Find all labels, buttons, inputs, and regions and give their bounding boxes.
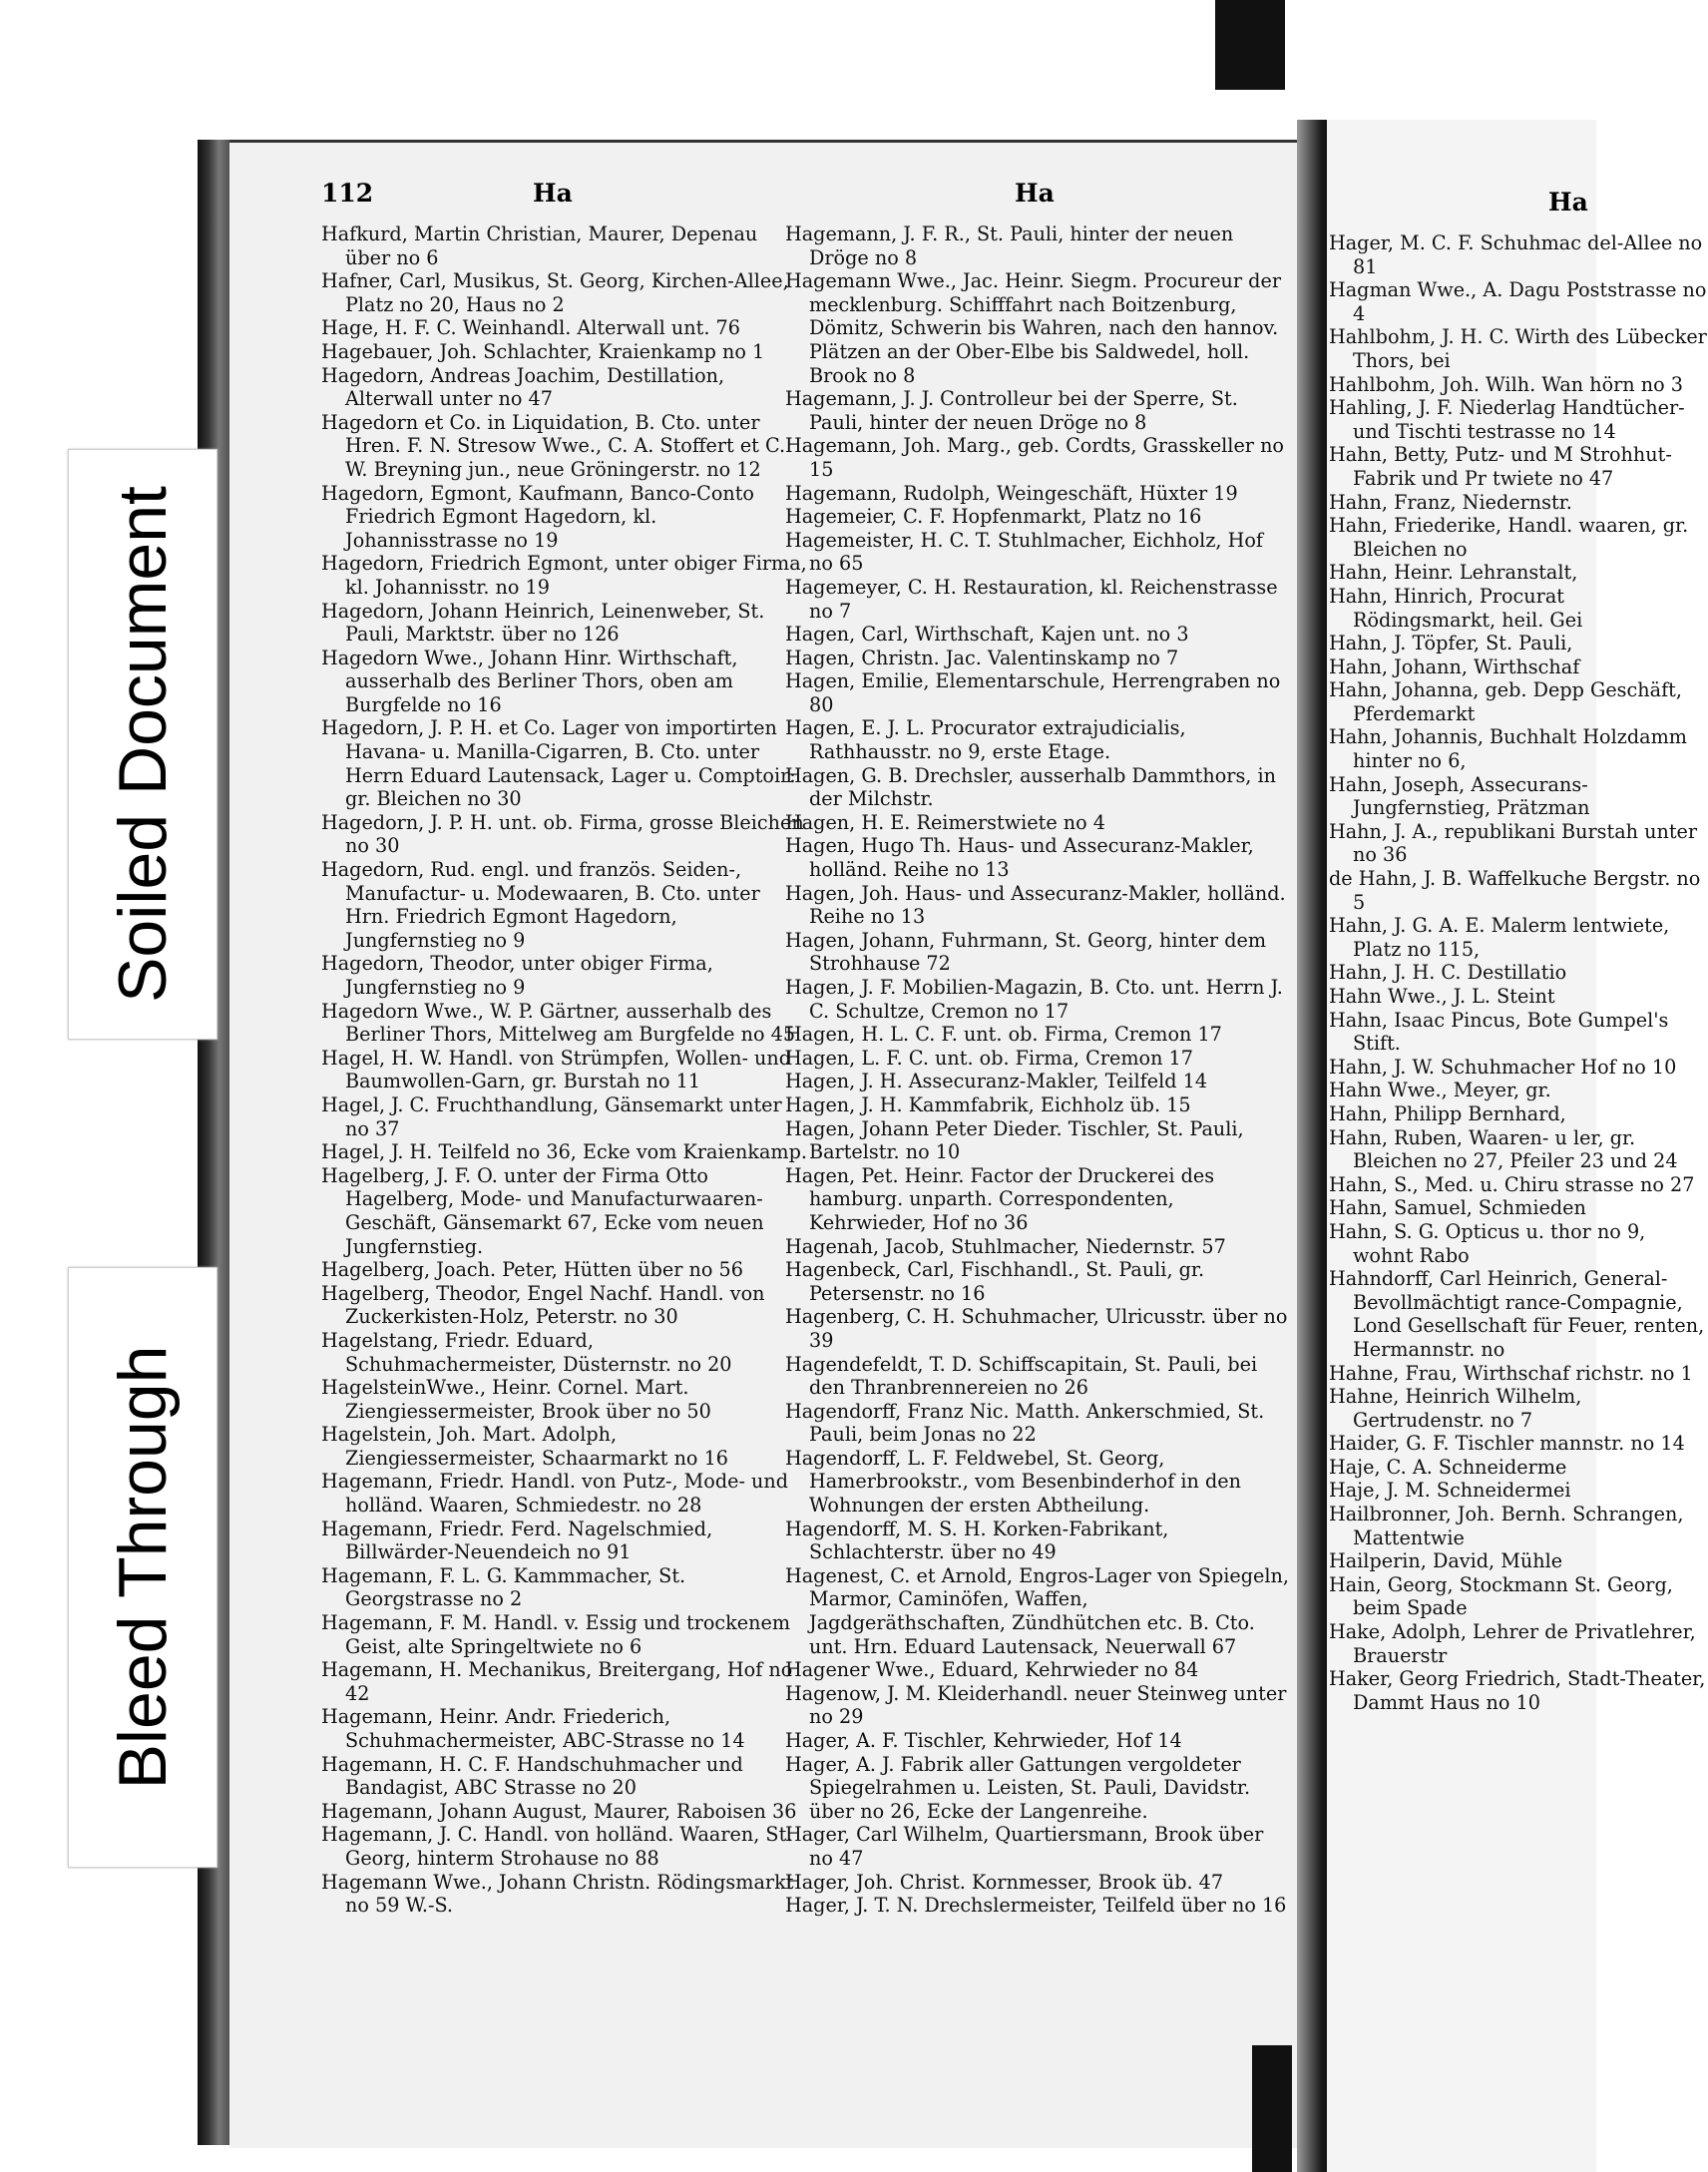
directory-entry: Hafkurd, Martin Christian, Maurer, Depenau über no 6 xyxy=(321,222,758,269)
directory-entry: Hahn, S. G. Opticus u. thor no 9, wohnt Rabo xyxy=(1329,1219,1646,1267)
directory-entry: Hahn, Betty, Putz- und M Strohhut-Fabrik und Pr twiete no 47 xyxy=(1329,443,1672,490)
directory-entry: Hagedorn et Co. in Liquidation, B. Cto. unter Hren. F. N. Stresow Wwe., C. A. Stoffert et C. W. Breyning jun., neue Gröningerstr. no 12 xyxy=(321,410,786,481)
directory-entry: HagelsteinWwe., Heinr. Cornel. Mart. Ziengiessermeister, Brook über no 50 xyxy=(321,1376,711,1423)
directory-entry: Hahling, J. F. Niederlag Handtücher- und Tischti testrasse no 14 xyxy=(1329,396,1685,443)
entry-list xyxy=(321,222,808,1918)
directory-entry: Hailperin, David, Mühle xyxy=(1329,1549,1563,1573)
directory-entry: Hahn Wwe., Meyer, gr. xyxy=(1329,1079,1551,1102)
directory-entry: Hagen, Johann Peter Dieder. Tischler, St. Pauli, Bartelstr. no 10 xyxy=(785,1116,1244,1164)
directory-entry: Hagemann, H. Mechanikus, Breitergang, Hof no 42 xyxy=(321,1658,793,1705)
directory-entry: Hagedorn, Rud. engl. und französ. Seiden-, Manufactur- u. Modewaaren, B. Cto. unter Hrn. Friedrich Egmont Hagedorn, Jungfernstieg no 9 xyxy=(321,858,760,952)
directory-entry: Hagen, J. H. Assecuranz-Makler, Teilfeld 14 xyxy=(785,1070,1208,1093)
column-header xyxy=(321,179,808,222)
running-head: Ha xyxy=(533,179,573,208)
directory-entry: Hagen, Emilie, Elementarschule, Herrengraben no 80 xyxy=(785,669,1281,716)
directory-entry: Hagen, Carl, Wirthschaft, Kajen unt. no 3 xyxy=(785,623,1189,647)
directory-entry: Hagedorn, Theodor, unter obiger Firma, Jungfernstieg no 9 xyxy=(321,952,713,999)
spine-shadow-top xyxy=(1215,0,1285,90)
directory-entry: Hagen, J. H. Kammfabrik, Eichholz üb. 15 xyxy=(785,1092,1191,1116)
directory-entry: Hagedorn, J. P. H. et Co. Lager von importirten Havana- u. Manilla-Cigarren, B. Cto. unter Herrn Eduard Lautensack, Lager u. Comptoir: gr. Bleichen no 30 xyxy=(321,716,796,811)
page-number: 112 xyxy=(321,179,374,208)
column-left xyxy=(321,179,808,1918)
directory-entry: Hahn, J. G. A. E. Malerm lentwiete, Platz no 115, xyxy=(1329,914,1670,961)
directory-entry: Hagemann, Friedr. Ferd. Nagelschmied, Billwärder-Neuendeich no 91 xyxy=(321,1517,713,1564)
directory-entry: Hagman Wwe., A. Dagu Poststrasse no 4 xyxy=(1329,278,1707,325)
directory-entry: Hagemann, Johann August, Maurer, Raboisen 36 xyxy=(321,1799,797,1823)
directory-entry: Hagel, J. C. Fruchthandlung, Gänsemarkt unter no 37 xyxy=(321,1092,782,1140)
directory-entry: Hagendorff, L. F. Feldwebel, St. Georg, Hamerbrookstr., vom Besenbinderhof in den Wohnungen der ersten Abtheilung. xyxy=(785,1446,1241,1518)
directory-entry: Hahn, Heinr. Lehranstalt, xyxy=(1329,561,1578,585)
directory-entry: Hagedorn, Johann Heinrich, Leinenweber, St. Pauli, Marktstr. über no 126 xyxy=(321,599,765,647)
directory-entry: Hagen, Christn. Jac. Valentinskamp no 7 xyxy=(785,646,1179,669)
directory-entry: Haje, J. M. Schneidermei xyxy=(1329,1479,1571,1503)
directory-entry: Hagen, H. L. C. F. unt. ob. Firma, Cremon 17 xyxy=(785,1023,1222,1047)
directory-entry: Hagen, Pet. Heinr. Factor der Druckerei des hamburg. unparth. Correspondenten, Kehrwieder, Hof no 36 xyxy=(785,1163,1215,1234)
directory-entry: Hagendorff, M. S. H. Korken-Fabrikant, Schlachterstr. über no 49 xyxy=(785,1517,1169,1564)
directory-entry: Hahn, Philipp Bernhard, xyxy=(1329,1101,1566,1125)
directory-entry: Hagemann, F. L. G. Kammmacher, St. Georgstrasse no 2 xyxy=(321,1563,686,1611)
directory-entry: Hager, A. F. Tischler, Kehrwieder, Hof 14 xyxy=(785,1729,1182,1752)
directory-entry: Hagemann, Joh. Marg., geb. Cordts, Grasskeller no 15 xyxy=(785,434,1284,481)
directory-entry: Hagedorn, Friedrich Egmont, unter obiger Firma, kl. Johannisstr. no 19 xyxy=(321,552,807,599)
directory-entry: Hager, M. C. F. Schuhmac del-Allee no 81 xyxy=(1329,231,1703,278)
directory-entry: Hahn, Hinrich, Procurat Rödingsmarkt, heil. Gei xyxy=(1329,584,1583,632)
directory-entry: Hahn, Johann, Wirthschaf xyxy=(1329,654,1580,678)
directory-entry: Hagelberg, J. F. O. unter der Firma Otto Hagelberg, Mode- und Manufacturwaaren-Geschäft, Gänsemarkt 67, Ecke vom neuen Jungfernstieg. xyxy=(321,1163,764,1258)
column-header xyxy=(1329,188,1708,231)
directory-entry: Hage, H. F. C. Weinhandl. Alterwall unt. 76 xyxy=(321,316,740,340)
directory-entry: Hagemeister, H. C. T. Stuhlmacher, Eichholz, Hof no 65 xyxy=(785,528,1264,576)
directory-entry: Hahn Wwe., J. L. Steint xyxy=(1329,985,1555,1008)
directory-entry: Hahn, J. Töpfer, St. Pauli, xyxy=(1329,632,1573,655)
directory-entry: Hager, Carl Wilhelm, Quartiersmann, Brook über no 47 xyxy=(785,1823,1264,1870)
directory-entry: Hahne, Heinrich Wilhelm, Gertrudenstr. no 7 xyxy=(1329,1385,1582,1432)
directory-entry: Hagedorn Wwe., W. P. Gärtner, ausserhalb des Berliner Thors, Mittelweg am Burgfelde no 45 xyxy=(321,999,796,1047)
column-right xyxy=(1329,188,1708,1714)
directory-entry: Hagel, H. W. Handl. von Strümpfen, Wollen- und Baumwollen-Garn, gr. Burstah no 11 xyxy=(321,1046,792,1093)
directory-entry: Hagen, Joh. Haus- und Assecuranz-Makler, holländ. Reihe no 13 xyxy=(785,881,1286,929)
column-middle xyxy=(785,179,1289,1918)
directory-entry: Hagemann, J. J. Controlleur bei der Sperre, St. Pauli, hinter der neuen Dröge no 8 xyxy=(785,387,1238,434)
directory-entry: Hagen, E. J. L. Procurator extrajudicialis, Rathhausstr. no 9, erste Etage. xyxy=(785,716,1186,764)
directory-entry: Hagen, Hugo Th. Haus- und Assecuranz-Makler, holländ. Reihe no 13 xyxy=(785,834,1254,882)
column-header xyxy=(785,179,1289,222)
directory-entry: Hagen, G. B. Drechsler, ausserhalb Dammthors, in der Milchstr. xyxy=(785,763,1276,811)
directory-entry: Hahn, Friederike, Handl. waaren, gr. Bleichen no xyxy=(1329,514,1689,561)
directory-entry: Hagemeier, C. F. Hopfenmarkt, Platz no 16 xyxy=(785,505,1202,529)
directory-entry: Hake, Adolph, Lehrer de Privatlehrer, Brauerstr xyxy=(1329,1620,1696,1667)
directory-entry: Hagebauer, Joh. Schlachter, Kraienkamp no 1 xyxy=(321,339,765,363)
directory-entry: Hafner, Carl, Musikus, St. Georg, Kirchen-Allee, Platz no 20, Haus no 2 xyxy=(321,269,789,316)
directory-entry: Hager, A. J. Fabrik aller Gattungen vergoldeter Spiegelrahmen u. Leisten, St. Pauli, Davidstr. über no 26, Ecke der Langenreihe. xyxy=(785,1752,1251,1823)
directory-entry: Hagemann, Friedr. Handl. von Putz-, Mode- und holländ. Waaren, Schmiedestr. no 28 xyxy=(321,1470,789,1518)
directory-entry: Hagenest, C. et Arnold, Engros-Lager von Spiegeln, Marmor, Caminöfen, Waffen, Jagdgeräthschaften, Zündhütchen etc. B. Cto. unt. Hrn. Eduard Lautensack, Neuerwall 67 xyxy=(785,1563,1289,1658)
directory-entry: Hahn, S., Med. u. Chiru strasse no 27 xyxy=(1329,1172,1695,1196)
directory-entry: Hahn, Joseph, Assecurans- Jungfernstieg, Prätzman xyxy=(1329,772,1590,820)
directory-entry: Hagemann Wwe., Jac. Heinr. Siegm. Procureur der mecklenburg. Schifffahrt nach Boitzenburg, Dömitz, Schwerin bis Wahren, nach den hannov. Plätzen an der Ober-Elbe bis Saldwedel, holl. Brook no 8 xyxy=(785,269,1281,387)
directory-entry: Hagedorn Wwe., Johann Hinr. Wirthschaft, ausserhalb des Berliner Thors, oben am Burgfelde no 16 xyxy=(321,646,738,716)
directory-entry: Haker, Georg Friedrich, Stadt-Theater, Dammt Haus no 10 xyxy=(1329,1667,1706,1714)
directory-entry: Hagenberg, C. H. Schuhmacher, Ulricusstr. über no 39 xyxy=(785,1305,1288,1352)
directory-entry: Hagendefeldt, T. D. Schiffscapitain, St. Pauli, bei den Thranbrennereien no 26 xyxy=(785,1352,1258,1400)
entry-list xyxy=(1329,231,1708,1714)
directory-entry: Hagelberg, Theodor, Engel Nachf. Handl. von Zuckerkisten-Holz, Peterstr. no 30 xyxy=(321,1281,765,1329)
running-head: Ha xyxy=(1548,188,1588,217)
directory-entry: Hahn, J. H. C. Destillatio xyxy=(1329,961,1567,985)
directory-entry: Hagedorn, J. P. H. unt. ob. Firma, grosse Bleichen no 30 xyxy=(321,810,804,858)
directory-entry: Hagelberg, Joach. Peter, Hütten über no 56 xyxy=(321,1258,743,1282)
tab-label: Soiled Document xyxy=(105,486,181,1003)
right-page xyxy=(1327,120,1707,2172)
directory-entry: Hagenow, J. M. Kleiderhandl. neuer Steinweg unter no 29 xyxy=(785,1681,1287,1729)
directory-entry: Hahn, J. A., republikani Burstah unter no 36 xyxy=(1329,819,1698,867)
directory-entry: Hagenah, Jacob, Stuhlmacher, Niedernstr. 57 xyxy=(785,1234,1226,1258)
directory-entry: Hagemann, H. C. F. Handschuhmacher und Bandagist, ABC Strasse no 20 xyxy=(321,1752,743,1800)
running-head: Ha xyxy=(1015,179,1055,208)
left-page xyxy=(229,140,1312,2148)
directory-entry: Hahn, Ruben, Waaren- u ler, gr. Bleichen no 27, Pfeiler 23 und 24 xyxy=(1329,1125,1678,1173)
bleed-through-tab xyxy=(68,1267,217,1868)
directory-entry: Hailbronner, Joh. Bernh. Schrangen, Mattentwie xyxy=(1329,1503,1684,1549)
directory-entry: Hagen, H. E. Reimerstwiete no 4 xyxy=(785,810,1106,834)
directory-entry: Hagemeyer, C. H. Restauration, kl. Reichenstrasse no 7 xyxy=(785,575,1278,623)
directory-entry: Hager, J. T. N. Drechslermeister, Teilfeld über no 16 xyxy=(785,1894,1287,1918)
directory-entry: Hahlbohm, J. H. C. Wirth des Lübecker Thors, bei xyxy=(1329,325,1707,372)
directory-entry: Hahn, Johannis, Buchhalt Holzdamm hinter no 6, xyxy=(1329,725,1687,773)
directory-entry: Hahn, J. W. Schuhmacher Hof no 10 xyxy=(1329,1055,1677,1079)
directory-entry: Hahn, Isaac Pincus, Bote Gumpel's Stift. xyxy=(1329,1008,1669,1056)
directory-entry: Hagemann, F. M. Handl. v. Essig und trockenem Geist, alte Springeltwiete no 6 xyxy=(321,1611,791,1658)
directory-entry: Hagemann, Heinr. Andr. Friederich, Schuhmachermeister, ABC-Strasse no 14 xyxy=(321,1705,745,1752)
directory-entry: Hagen, L. F. C. unt. ob. Firma, Cremon 17 xyxy=(785,1046,1193,1070)
directory-entry: Hagen, Johann, Fuhrmann, St. Georg, hinter dem Strohhause 72 xyxy=(785,928,1267,976)
directory-entry: Hagelstang, Friedr. Eduard, Schuhmachermeister, Düsternstr. no 20 xyxy=(321,1328,732,1376)
directory-entry: Hahn, Franz, Niedernstr. xyxy=(1329,490,1572,514)
soiled-document-tab xyxy=(68,449,217,1040)
directory-entry: Hagemann Wwe., Johann Christn. Rödingsmarkt no 59 W.-S. xyxy=(321,1870,794,1918)
directory-entry: Hagemann, J. C. Handl. von holländ. Waaren, St. Georg, hinterm Strohause no 88 xyxy=(321,1823,793,1870)
directory-entry: Hagemann, Rudolph, Weingeschäft, Hüxter 19 xyxy=(785,481,1238,505)
tab-label: Bleed Through xyxy=(105,1345,181,1790)
directory-entry: Hagener Wwe., Eduard, Kehrwieder no 84 xyxy=(785,1658,1199,1682)
directory-entry: Hahne, Frau, Wirthschaf richstr. no 1 xyxy=(1329,1361,1693,1385)
directory-entry: Hagedorn, Andreas Joachim, Destillation, Alterwall unter no 47 xyxy=(321,363,725,411)
directory-entry: Hahlbohm, Joh. Wilh. Wan hörn no 3 xyxy=(1329,372,1683,396)
directory-entry: Hagenbeck, Carl, Fischhandl., St. Pauli, gr. Petersenstr. no 16 xyxy=(785,1258,1205,1305)
directory-entry: Hagedorn, Egmont, Kaufmann, Banco-Conto Friedrich Egmont Hagedorn, kl. Johannisstrasse no 19 xyxy=(321,481,754,552)
directory-entry: Haider, G. F. Tischler mannstr. no 14 xyxy=(1329,1432,1685,1456)
directory-entry: Hagelstein, Joh. Mart. Adolph, Ziengiessermeister, Schaarmarkt no 16 xyxy=(321,1423,729,1470)
directory-entry: Hain, Georg, Stockmann St. Georg, beim Spade xyxy=(1329,1572,1673,1620)
directory-entry: Hahndorff, Carl Heinrich, General-Bevollmächtigt rance-Compagnie, Lond Gesellschaft für Feuer, renten, Hermannstr. no xyxy=(1329,1267,1705,1361)
entry-list xyxy=(785,222,1289,1918)
directory-entry: Hagemann, J. F. R., St. Pauli, hinter der neuen Dröge no 8 xyxy=(785,222,1234,269)
directory-entry: Hagen, J. F. Mobilien-Magazin, B. Cto. unt. Herrn J. C. Schultze, Cremon no 17 xyxy=(785,976,1283,1023)
directory-entry: de Hahn, J. B. Waffelkuche Bergstr. no 5 xyxy=(1329,867,1701,914)
directory-entry: Hahn, Johanna, geb. Depp Geschäft, Pferdemarkt xyxy=(1329,678,1682,725)
directory-entry: Hager, Joh. Christ. Kornmesser, Brook üb. 47 xyxy=(785,1870,1224,1894)
spine-shadow-bottom xyxy=(1252,2045,1292,2172)
directory-entry: Hagendorff, Franz Nic. Matth. Ankerschmied, St. Pauli, beim Jonas no 22 xyxy=(785,1399,1265,1447)
directory-entry: Haje, C. A. Schneiderme xyxy=(1329,1455,1567,1479)
directory-entry: Hahn, Samuel, Schmieden xyxy=(1329,1196,1586,1220)
directory-entry: Hagel, J. H. Teilfeld no 36, Ecke vom Kraienkamp. xyxy=(321,1140,807,1164)
